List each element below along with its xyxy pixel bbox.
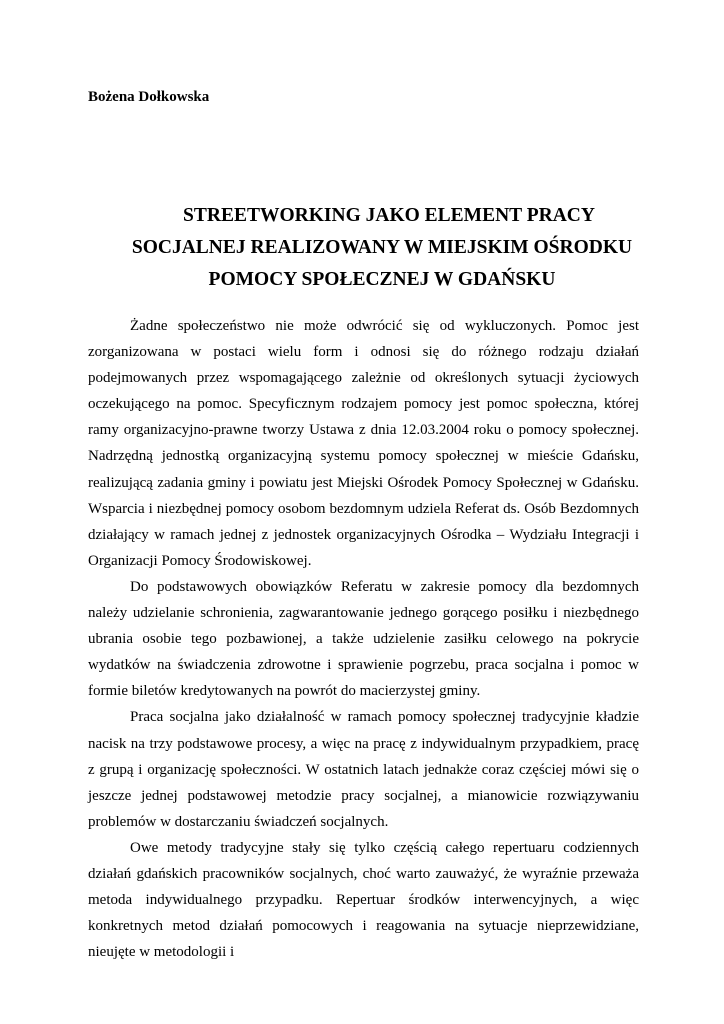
- title-line: SOCJALNEJ REALIZOWANY W MIEJSKIM OŚRODKU: [131, 237, 633, 258]
- author-name: Bożena Dołkowska: [88, 89, 210, 105]
- document-body: [88, 313, 639, 965]
- title-line: STREETWORKING JAKO ELEMENT PRACY: [183, 205, 595, 226]
- body-paragraph: Owe metody tradycyjne stały się tylko częścią całego repertuaru codziennych działań gdańskich pracowników socjalnych, choć warto zauważyć, że wyraźnie przeważa metoda indywidualnego przypadku. Repertuar środków interwencyjnych, a więc konkretnych metod działań pomocowych i reagowania na sytuacje nieprzewidziane, nieujęte w metodologii i: [88, 839, 639, 961]
- body-paragraph: Żadne społeczeństwo nie może odwrócić się od wykluczonych. Pomoc jest zorganizowana w postaci wielu form i odnosi się do różnego rodzaju działań podejmowanych przez wspomagającego zależnie od określonych sytuacji życiowych oczekującego na pomoc. Specyficznym rodzajem pomocy jest pomoc społeczna, której ramy organizacyjno-prawne tworzy Ustawa z dnia 12.03.2004 roku o pomocy społecznej. Nadrzędną jednostką organizacyjną systemu pomocy społecznej w mieście Gdańsku, realizującą zadania gminy i powiatu jest Miejski Ośrodek Pomocy Społecznej w Gdańsku. Wsparcia i niezbędnej pomocy osobom bezdomnym udziela Referat ds. Osób Bezdomnych działający w ramach jednej z jednostek organizacyjnych Ośrodka – Wydziału Integracji i Organizacji Pomocy Środowiskowej.: [88, 318, 639, 569]
- document-title: [88, 200, 676, 296]
- body-paragraph: Do podstawowych obowiązków Referatu w zakresie pomocy dla bezdomnych należy udzielanie schronienia, zagwarantowanie jednego gorącego posiłku i niezbędnego ubrania osobie tego pozbawionej, a także udzielenie zasiłku celowego na pokrycie wydatków na świadczenia zdrowotne i sprawienie pogrzebu, praca socjalna i pomoc w formie biletów kredytowanych na powrót do macierzystej gminy.: [88, 578, 639, 700]
- body-paragraph: Praca socjalna jako działalność w ramach pomocy społecznej tradycyjnie kładzie nacisk na trzy podstawowe procesy, a więc na pracę z indywidualnym przypadkiem, pracę z grupą i organizację społeczności. W ostatnich latach jednakże coraz częściej mówi się o jeszcze jednej podstawowej metodzie pracy socjalnej, a mianowicie rozwiązywaniu problemów w dostarczaniu świadczeń socjalnych.: [88, 709, 639, 830]
- title-line: POMOCY SPOŁECZNEJ W GDAŃSKU: [208, 269, 556, 290]
